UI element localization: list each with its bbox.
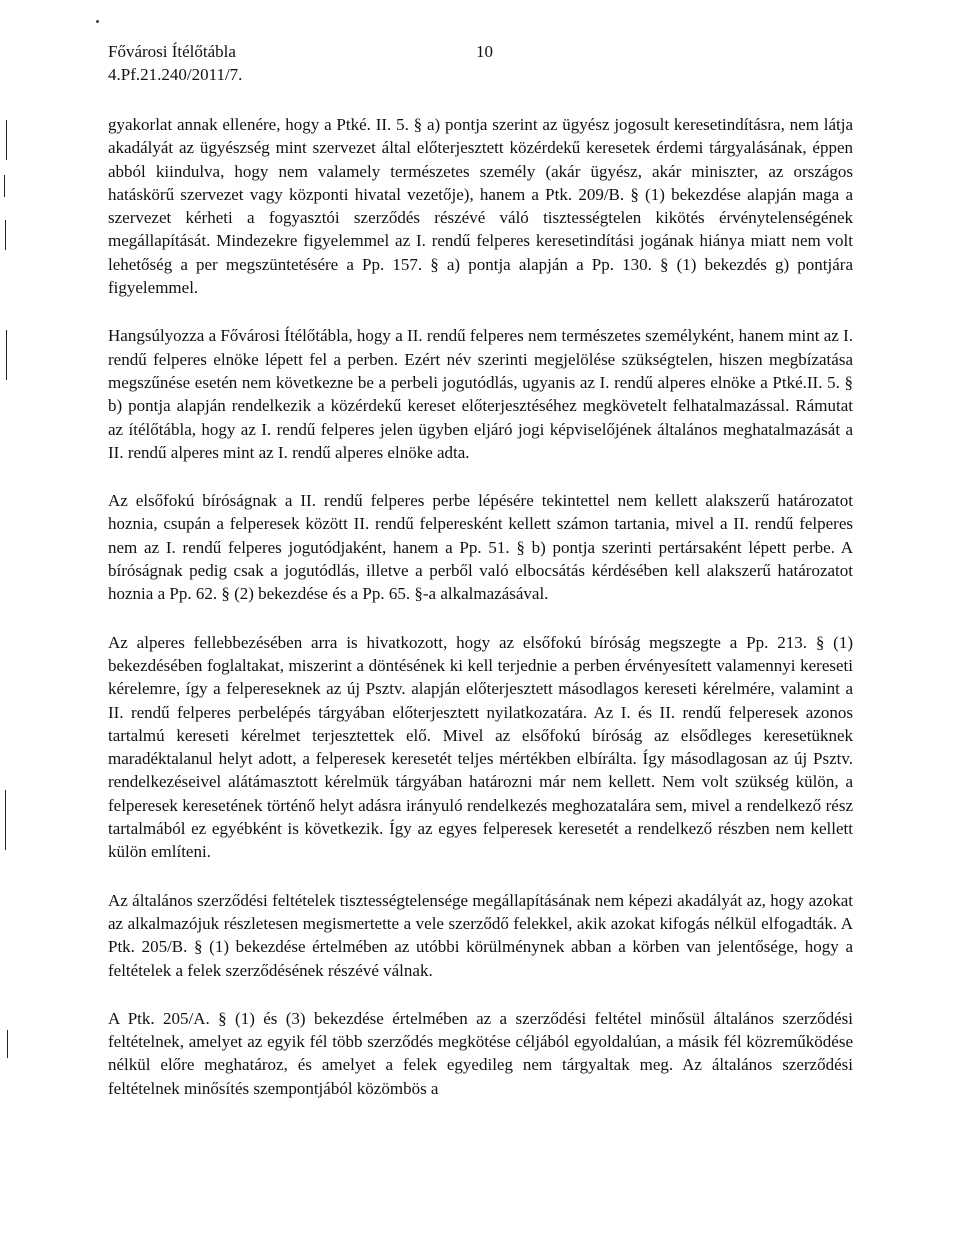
court-name: Fővárosi Ítélőtábla: [108, 42, 236, 61]
scan-margin-line: [5, 220, 6, 250]
scan-margin-line: [6, 120, 7, 160]
paragraph: Az alperes fellebbezésében arra is hivatkozott, hogy az elsőfokú bíróság megszegte a Pp. 213. § (1) bekezdésében foglaltakat, miszerint a döntésének ki kell terjednie a perben érvényesített valamennyi kereseti kérelemre, így a felpereseknek az új Psztv. alapján előterjesztett másodlagos kereseti kérelmére, valamint a II. rendű felperes perbelépés tárgyában előterjesztett nyilatkozatára. Az I. és II. rendű felperesek azonos tartalmú kereseti kérelmet terjesztettek elő. Mivel az elsőfokú bíróság az elsődleges keresetüknek maradéktalanul helyt adott, a felperesek keresetét teljes mértékben elbírálta. Így másodlagosan az új Psztv. rendelkezéseivel alátámasztott kérelmük tárgyában határozni már nem kellett. Nem volt szükség külön, a felperesek keresetének történő helyt adásra irányuló rendelkezés meghozatalára sem, mivel a rendelkező rész tartalmából ez egyébként is következik. Így az egyes felperesek keresetét a rendelkező részben nem kellett külön említeni.: [108, 632, 853, 862]
scan-speck: [96, 20, 99, 23]
paragraph: Az elsőfokú bíróságnak a II. rendű felperes perbe lépésére tekintettel nem kellett alakszerű határozatot hoznia, csupán a felperesek között II. rendű felperesként kellett számon tartania, mivel a II. rendű felperes nem az I. rendű felperes jogutódjaként, hanem a Pp. 51. § b) pontja szerinti pertársaként lépett perbe. A bíróságnak pedig csak a jogutódlás, illetve a perből való elbocsátás kérdésében kell alakszerű határozatot hoznia a Pp. 62. § (2) bekezdése és a Pp. 65. §-a alkalmazásával.: [108, 491, 853, 604]
document-header: [108, 40, 528, 86]
paragraph: gyakorlat annak ellenére, hogy a Ptké. II. 5. § a) pontja szerint az ügyész jogosult keresetindításra, nem látja akadályát az ügyészség mint szervezet által előterjesztett közérdekű keresetek érdemi tárgyalásának, éppen abból kiindulva, hogy nem valamely természetes személy (akár ügyész, akár miniszter, az országos hatáskörű szervezet vagy központi hivatal vezetője), hanem a Ptk. 209/B. § (1) bekezdése alapján maga a szervezet kérheti a fogyasztói szerződés részévé váló tisztességtelen kikötés érvénytelenségének megállapítását. Mindezekre figyelemmel az I. rendű felperes keresetindítási jogának hiánya miatt nem volt lehetőség a per megszüntetésére a Pp. 157. § a) pontja alapján a Pp. 130. § (1) bekezdés g) pontjára figyelemmel.: [108, 115, 853, 298]
scan-margin-line: [6, 330, 7, 380]
paragraph: Hangsúlyozza a Fővárosi Ítélőtábla, hogy a II. rendű felperes nem természetes személyként, hanem mint az I. rendű felperes elnöke lépett fel a perben. Ezért név szerinti megjelölése szükségtelen, hiszen megbízatása megszűnése esetén nem következne be a perbeli jogutódlás, ugyanis az I. rendű alperes elnöke a Ptké.II. 5. § b) pontja alapján rendelkezik a közérdekű kereset előterjesztéséhez megkövetelt felhatalmazással. Rámutat az ítélőtábla, hogy az I. rendű felperes jelen ügyben eljáró jogi képviselőjének általános meghatalmazását a II. rendű alperes mint az I. rendű alperes elnöke adta.: [108, 326, 853, 462]
case-number: 4.Pf.21.240/2011/7.: [108, 65, 243, 84]
document-body: [108, 113, 853, 1125]
scan-margin-line: [5, 790, 6, 850]
scan-margin-line: [7, 1030, 8, 1058]
page-number: 10: [476, 42, 493, 61]
paragraph: A Ptk. 205/A. § (1) és (3) bekezdése értelmében az a szerződési feltétel minősül általános szerződési feltételnek, amelyet az egyik fél több szerződés megkötése céljából egyoldalúan, a másik fél közreműködése nélkül előre meghatároz, és amelyet a felek egyedileg nem tárgyaltak meg. Az általános szerződési feltételnek minősítés szempontjából közömbös a: [108, 1008, 853, 1098]
scan-margin-line: [4, 175, 5, 197]
paragraph: Az általános szerződési feltételek tisztességtelensége megállapításának nem képezi akadályát az, hogy azokat az alkalmazójuk részletesen megismertette a vele szerződő felekkel, akik azokat kifogás nélkül elfogadták. A Ptk. 205/B. § (1) bekezdése értelmében az utóbbi körülménynek abban a körben van jelentősége, hogy a feltételek a felek szerződésének részévé válnak.: [108, 890, 853, 980]
